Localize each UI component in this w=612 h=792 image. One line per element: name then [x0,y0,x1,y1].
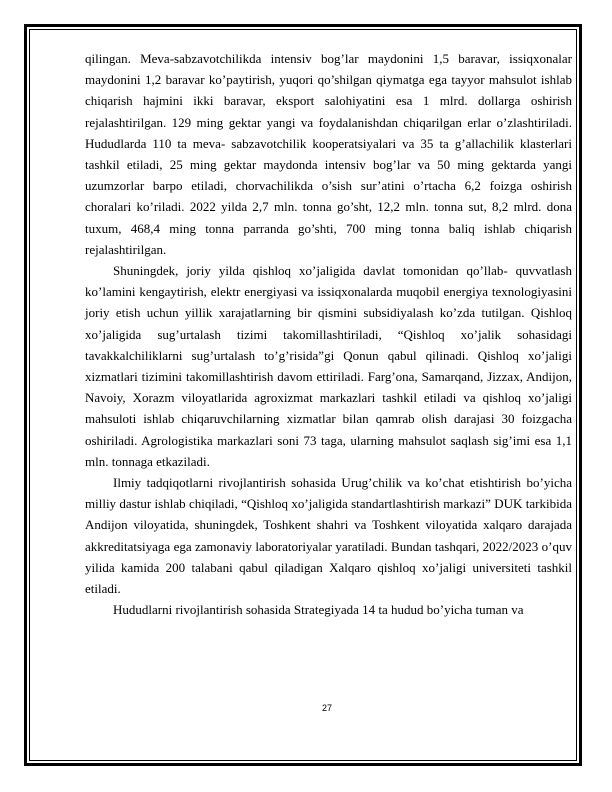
page-number: 27 [321,703,332,713]
paragraph-2: Shuningdek, joriy yilda qishloq xo’jaligida davlat tomonidan qo’llab- quvvatlash ko’lamini kengaytirish, elektr energiyasi va issiqxonalarda muqobil energiya texnologiyasini joriy etish uchun yillik xarajatlarning bir qismini subsidiyalash ko’zda tutilgan. Qishloq xo’jaligida sug’urtalash tizimi takomillashtiriladi, “Qishloq xo’jalik sohasidagi tavakkalchiliklarni sug’urtalash to’g’risida”gi Qonun qabul qilinadi. Qishloq xo’jaligi xizmatlari tizimini takomillashtirish davom ettiriladi. Farg’ona, Samarqand, Jizzax, Andijon, Navoiy, Xorazm viloyatlarida agroxizmat markazlari tashkil etiladi va qishloq xo’jaligi mahsuloti ishlab chiqaruvchilarning xizmatlar bilan qamrab olish darajasi 30 foizgacha oshiriladi. Agrologistika markazlari soni 73 taga, ularning mahsulot saqlash sig’imi esa 1,1 mln. tonnaga etkaziladi. [85,263,572,469]
paragraph-3: Ilmiy tadqiqotlarni rivojlantirish sohasida Urug’chilik va ko’chat etishtirish bo’yicha milliy dastur ishlab chiqiladi, “Qishloq xo’jaligida standartlashtirish markazi” DUK tarkibida Andijon viloyatida, shuningdek, Toshkent shahri va Toshkent viloyatida xalqaro darajada akkreditatsiyaga ega zamonaviy laboratoriyalar yaratiladi. Bundan tashqari, 2022/2023 o’quv yilida kamida 200 talabani qabul qiladigan Xalqaro qishloq xo’jaligi universiteti tashkil etiladi. [85,475,572,597]
paragraph-4: Hududlarni rivojlantirish sohasida Strategiyada 14 ta hudud bo’yicha tuman va [113,602,524,618]
document-body [85,48,572,620]
paragraph-1: qilingan. Meva-sabzavotchilikda intensiv bog’lar maydonini 1,5 baravar, issiqxonalar maydonini 1,2 baravar ko’paytirish, yuqori qo’shilgan qiymatga ega tayyor mahsulot ishlab chiqarish hajmini ikki baravar, eksport salohiyatini esa 1 mlrd. dollarga oshirish rejalashtirilgan. 129 ming gektar yangi va foydalanishdan chiqarilgan erlar o’zlashtiriladi. Hududlarda 110 ta meva- sabzavotchilik kooperatsiyalari va 35 ta g’allachilik klasterlari tashkil etiladi, 25 ming gektar maydonda intensiv bog’lar va 50 ming gektarda yangi uzumzorlar barpo etiladi, chorvachilikda o’sish sur’atini o’rtacha 6,2 foizga oshirish choralari ko’riladi. 2022 yilda 2,7 mln. tonna go’sht, 12,2 mln. tonna sut, 8,2 mlrd. dona tuxum, 468,4 ming tonna parranda go’shti, 700 ming tonna baliq ishlab chiqarish rejalashtirilgan. [85,51,572,257]
